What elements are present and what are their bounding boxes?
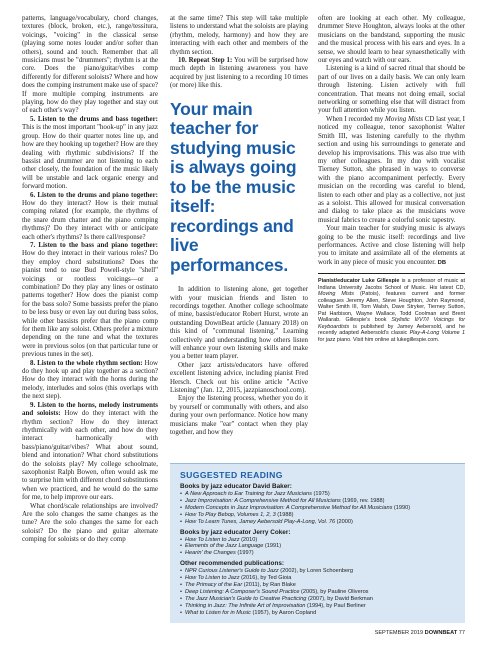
reading-list-item: • How To Learn Tunes, Jamey Aebersold Play-A-Long, Vol. 76 (2000) [180,519,455,526]
paragraph: 6. Listen to the drums and piano together: How do they interact? How is their mutual comping related (for example, the rhythms of the snare drum chatter and the piano comping rhythms)? Do they interact with or anticipate each other's rhythms? Is there call/response? [22,190,158,241]
paragraph: Listening is a kind of sacred ritual that should be part of our lives on a daily basis. We can only learn through listening. Listen actively with full concentration. That means not doing email, social networking or something else that will distract from your full attention while you listen. [318,64,465,115]
paragraph: Other jazz artists/educators have offered excellent listening advice, including pianist Fred Hersch. Check out his online article "Active Listening" (Jan. 12, 2015, jazzpianoschool.com). [170,360,308,395]
paragraph: What chord/scale relationships are involved? Are the solo changes the same changes as the tune? Are the solo changes the same for each soloist? Do the piano and guitar alternate comping for soloists or do they comp [22,501,158,544]
reading-group-heading: Books by jazz educator Jerry Coker: [180,528,291,536]
paragraph: 9. Listen to the horns, melody instruments and soloists: How do they interact with the rhythm section? How do they interact rhythmically with each other, and how do they interact harmonically with bass/piano/guitar/vibes? What about sound, blend and intonation? What chord substitutions do the soloists play? My college schoolmate, saxophonist Ralph Bowen, often would ask me to surprise him with different chord substitutions when we practiced, and he would do the same for me, to help improve our ears. [22,400,158,502]
book-title: Deep Listening: A Composer's Sound Practice [185,588,300,595]
reading-list-item: • How To Play Bebop, Volumes 1, 2, 3 (1988) [180,512,455,519]
reading-list [180,568,455,616]
issue-date: SEPTEMBER 2019 [374,630,424,636]
reading-list-item: • How To Listen to Jazz (2016), by Ted Gioia [180,575,455,582]
book-title: What to Listen for in Music [185,609,251,616]
step-heading: 10. Repeat Step 1: [178,56,233,65]
middle-column-text-bottom [170,285,308,436]
paragraph: 10. Repeat Step 1: You will be surprised how much depth in listening awareness you have acquired by just listening to a recording 10 times (or more) like this. [170,56,308,90]
page-number: 77 [458,630,465,636]
book-title: How To Play Bebop, Volumes 1, 2, 3 [185,511,276,518]
reading-group-heading: Other recommended publications: [180,560,285,568]
magazine-name: DOWNBEAT [424,630,458,636]
reading-group-heading: Books by jazz educator David Baker: [180,483,292,490]
reading-list-item: • Elements of the Jazz Language (1991) [180,543,455,550]
book-title: Thinking in Jazz: The Infinite Art of Improvisation [185,602,306,609]
paragraph: 8. Listen to the whole rhythm section: How do they hook up and play together as a section? How do they interact with the horns during the melody, interludes and solos (this overlaps with the next step). [22,358,158,401]
reading-list [180,491,455,526]
book-title: The Primacy of the Ear [185,582,243,589]
album-title: Moving Mists [385,114,423,123]
paragraph: 5. Listen to the drums and bass together: This is the most important "hook-up" in any jazz group. How do their quarter notes line up, and how are they hooking up together? How are they dealing with rhythmic subdivisions? If the bassist and drummer are not listening to each other closely, the foundation of the music likely will be unstable and lack organic energy and forward motion. [22,114,158,191]
reading-list [180,537,455,558]
reading-list-item: • NPR Curious Listener's Guide to Jazz (2002), by Loren Schoenberg [180,568,455,575]
reading-list-item: • A New Approach to Ear Training for Jazz Musicians (1975) [180,491,455,498]
reading-list-item: • Hearin' the Changes (1997) [180,550,455,557]
book-title: The Jazz Musician's Guide to Creative Practicing [185,595,307,602]
author-name: Pianist/educator Luke Gillespie [318,278,400,285]
reading-list-item: • Jazz Improvisation: A Comprehensive Method for All Musicians (1969, rev. 1988) [180,498,455,505]
book-title: A New Approach to Ear Training for Jazz Musicians [185,491,312,497]
reading-list-item: • How To Listen to Jazz (2010) [180,537,455,544]
middle-column-text-top [170,14,308,90]
author-bio: Pianist/educator Luke Gillespie is a professor of music at Indiana University Jacobs School of Music. His latest CD, Moving Mists (Patois), features current and former colleagues Jeremy Allen, Steve Houghton, John Raymond, Walter Smith III, Tom Walsh, Dave Stryker, Tierney Sutton, Pat Harbison, Wayne Wallace, Todd Coolman and Brent Wallarab. Gillespie's book Stylistic II/V7/I Voicings for Keyboardists is published by Jamey Aebersold, and he recently adapted Aebersold's classic Play-A-Long Volume 1 for jazz piano. Visit him online at lukegillespie.com. [318,273,465,343]
book-title: How To Listen to Jazz [185,575,240,582]
step-heading: 8. Listen to the whole rhythm section: [30,358,143,367]
step-heading: 9. Listen to the horns, melody instruments and soloists: [22,400,158,418]
paragraph: at the same time? This step will take multiple listens to understand what the soloists are playing (rhythm, melody, harmony) and how they are interacting with each other and members of the rhythm section. [170,14,308,56]
paragraph: Your main teacher for studying music is always going to be the music itself: recordings and live performances. Active and close listening will help you to imitate and assimilate all of the elements at work in any piece of music you encounter. DB [318,224,465,266]
step-heading: 6. Listen to the drums and piano together: [30,190,158,199]
article-column-left [22,14,158,544]
paragraph: often are looking at each other. My colleague, drummer Steve Houghton, always looks at the other musicians on the bandstand, supporting the music and the musical process with his ears and eyes. In a sense, we should learn to hear synaesthetically with our eyes and watch with our ears. [318,14,465,65]
step-heading: 7. Listen to the bass and piano together: [30,240,158,249]
book-title: How To Listen to Jazz [185,536,240,543]
book-title: Elements of the Jazz Language [185,543,264,550]
article-column-right [318,14,465,343]
suggested-reading-box [170,463,465,623]
step-heading: 5. Listen to the drums and bass together: [30,114,158,123]
book-title: How To Learn Tunes, Jamey Aebersold Play-A-Long, Vol. 76 [185,518,336,525]
page-footer [375,630,465,636]
book-title: Hearin' the Changes [185,550,236,557]
book-title: Jazz Improvisation: A Comprehensive Method for All Musicians [185,497,341,504]
reading-list-item: • Modern Concepts in Jazz Improvisation: A Comprehensive Method for All Musicians (1990) [180,505,455,512]
paragraph: 7. Listen to the bass and piano together: How do they interact in their various roles? Do they employ chord substitutions? Does the pianist tend to use Bud Powell-style "shell" voicings or rootless voicings—or a combination? Do they play any lines or ostinato patterns together? How does the pianist comp for the bass solo? Some bassists prefer the piano to be less busy or even lay out during bass solos, while other bassists prefer that the piano comp for them like any soloist. Others prefer a mixture depending on the tune and what the textures were in previous solos (on that particular tune or previous tunes in the set). [22,240,158,359]
paragraph: patterns, language/vocabulary, chord changes, textures (block, broken, etc.), range/tessitura, voicings, "voicing" in the classical sense (playing some notes louder and/or softer than others), sound and touch. Remember that all musicians must be "drummers"; rhythm is at the core. Does the piano/guitar/vibes comp differently for different soloists? Where and how does the comping instrument make use of space? If more multiple comping instruments are playing, how do they play together and stay out of each other's way? [22,14,158,115]
book-title: Modern Concepts in Jazz Improvisation: A Comprehensive Method for All Musicians [185,504,393,511]
reading-list-item: • What to Listen for in Music (1957), by Aaron Copland [180,610,455,617]
pull-quote: Your main teacher for studying music is always going to be the music itself: recordings and live performances. [170,98,297,275]
reading-list-item: • Thinking in Jazz: The Infinite Art of Improvisation (1994), by Paul Berliner [180,603,455,610]
reading-list-item: • The Jazz Musician's Guide to Creative Practicing (2007), by David Berkman [180,596,455,603]
reading-list-item: • Deep Listening: A Composer's Sound Practice (2005), by Pauline Oliveros [180,589,455,596]
reading-list-item: • The Primacy of the Ear (2011), by Ran Blake [180,582,455,589]
reading-groups [180,483,455,617]
suggested-reading-title: SUGGESTED READING [180,470,283,480]
paragraph: When I recorded my Moving Mists CD last year, I noticed my colleague, tenor saxophonist Walter Smith III, was listening carefully to the rhythm section and using his surroundings to generate and develop his improvisations. This was also true with my other colleagues. In my duo with vocalist Tierney Sutton, she phrased in ways to converse with the piano accompaniment perfectly. Every musician on the recording was careful to blend, listen to each other and play as a collective, not just as a soloist. This allowed for musical conversation and dialog to take place as the musicians wove musical fabrics to create a colorful sonic tapestry. [318,114,465,224]
end-mark: DB [437,259,447,266]
article-column-middle [170,14,308,436]
paragraph: In addition to listening alone, get together with your musician friends and listen to recordings together. Another college schoolmate of mine, bassist/educator Robert Hurst, wrote an outstanding DownBeat article (January 2018) on this kind of "communal listening." Learning collectively and understanding how others listen will enhance your own listening skills and make you a better team player. [170,285,308,361]
paragraph: Enjoy the listening process, whether you do it by yourself or communally with others, and also during your own performance. Notice how many musicians make "ear" contact when they play together, and how they [170,394,308,437]
book-title: NPR Curious Listener's Guide to Jazz [185,568,279,575]
